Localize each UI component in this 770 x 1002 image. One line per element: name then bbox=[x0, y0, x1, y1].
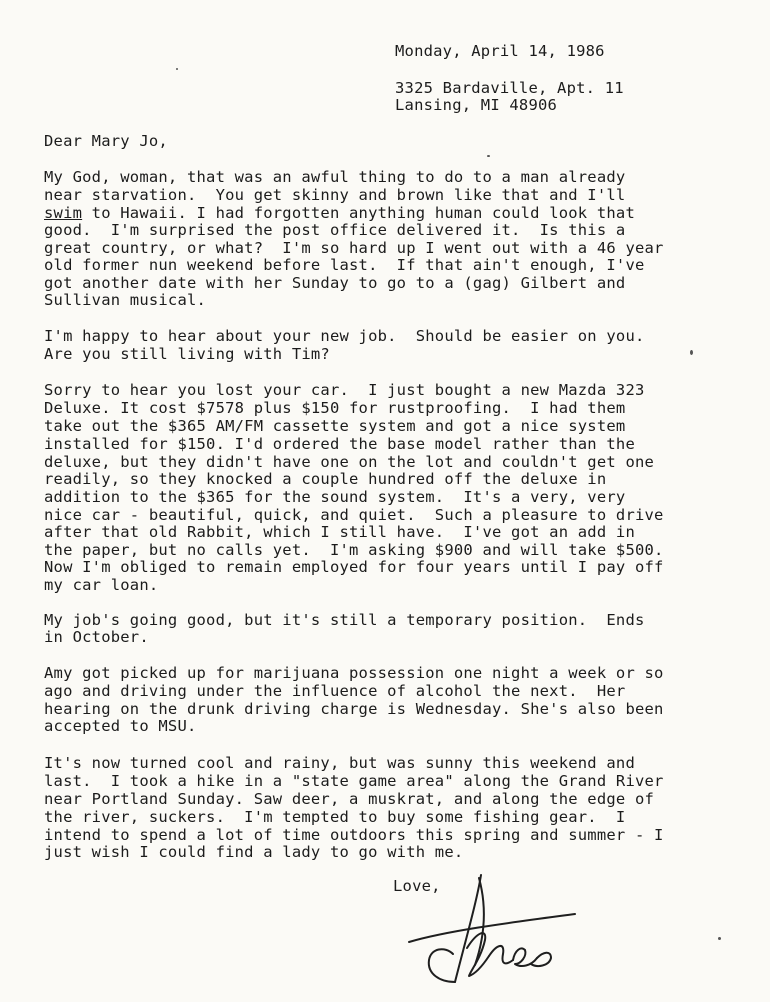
salutation: Dear Mary Jo, bbox=[44, 132, 168, 150]
paper-speck bbox=[176, 68, 178, 70]
paragraph-line: Sullivan musical. bbox=[44, 291, 207, 309]
paragraph-line: my car loan. bbox=[44, 576, 159, 594]
paragraph-line: Now I'm obliged to remain employed for four years until I pay off bbox=[44, 558, 664, 576]
paragraph-line: hearing on the drunk driving charge is Wednesday. She's also been bbox=[44, 700, 664, 718]
sender-address-line1: 3325 Bardaville, Apt. 11 bbox=[395, 79, 624, 97]
paragraph-line: the river, suckers. I'm tempted to buy some fishing gear. I bbox=[44, 808, 626, 826]
paragraph-line: intend to spend a lot of time outdoors this spring and summer - I bbox=[44, 826, 664, 844]
paragraph-line: last. I took a hike in a "state game area" along the Grand River bbox=[44, 772, 664, 790]
paragraph-line: deluxe, but they didn't have one on the lot and couldn't get one bbox=[44, 453, 655, 471]
paragraph-line: great country, or what? I'm so hard up I went out with a 46 year bbox=[44, 239, 664, 257]
handwritten-signature bbox=[405, 870, 605, 990]
paragraph-line: after that old Rabbit, which I still have. I've got an add in bbox=[44, 523, 635, 541]
paragraph-line: I'm happy to hear about your new job. Should be easier on you. bbox=[44, 327, 645, 345]
closing: Love, bbox=[393, 877, 441, 895]
paragraph-line: nice car - beautiful, quick, and quiet. Such a pleasure to drive bbox=[44, 506, 664, 524]
paragraph-line: the paper, but no calls yet. I'm asking $900 and will take $500. bbox=[44, 541, 664, 559]
paragraph-line: addition to the $365 for the sound system. It's a very, very bbox=[44, 488, 626, 506]
letter-date: Monday, April 14, 1986 bbox=[395, 42, 605, 60]
paragraph-line: Are you still living with Tim? bbox=[44, 345, 330, 363]
paragraph-line: My job's going good, but it's still a temporary position. Ends bbox=[44, 611, 645, 629]
paragraph-line: in October. bbox=[44, 628, 149, 646]
paragraph-line-rest: to Hawaii. I had forgotten anything human could look that bbox=[82, 204, 635, 222]
paragraph-line: just wish I could find a lady to go with me. bbox=[44, 843, 464, 861]
paragraph-line: ago and driving under the influence of alcohol the next. Her bbox=[44, 682, 626, 700]
sender-address-line2: Lansing, MI 48906 bbox=[395, 96, 558, 114]
paragraph-line: It's now turned cool and rainy, but was sunny this weekend and bbox=[44, 754, 635, 772]
paragraph-line: good. I'm surprised the post office delivered it. Is this a bbox=[44, 221, 626, 239]
paragraph-line: My God, woman, that was an awful thing to do to a man already bbox=[44, 168, 626, 186]
paper-speck bbox=[487, 155, 490, 157]
paragraph-line: installed for $150. I'd ordered the base model rather than the bbox=[44, 435, 635, 453]
paragraph-line: old former nun weekend before last. If that ain't enough, I've bbox=[44, 256, 645, 274]
paragraph-line: accepted to MSU. bbox=[44, 717, 197, 735]
paragraph-line: near starvation. You get skinny and brown like that and I'll bbox=[44, 186, 626, 204]
paragraph-line: got another date with her Sunday to go to a (gag) Gilbert and bbox=[44, 274, 626, 292]
paragraph-line: Amy got picked up for marijuana possession one night a week or so bbox=[44, 664, 664, 682]
paper-speck bbox=[690, 350, 693, 355]
paragraph-line bbox=[44, 204, 635, 222]
paragraph-line: near Portland Sunday. Saw deer, a muskrat, and along the edge of bbox=[44, 790, 655, 808]
paper-speck bbox=[718, 937, 721, 940]
paragraph-line: take out the $365 AM/FM cassette system and got a nice system bbox=[44, 417, 626, 435]
underlined-word: swim bbox=[44, 204, 83, 222]
paragraph-line: Deluxe. It cost $7578 plus $150 for rustproofing. I had them bbox=[44, 399, 626, 417]
paragraph-line: readily, so they knocked a couple hundred off the deluxe in bbox=[44, 470, 607, 488]
paragraph-line: Sorry to hear you lost your car. I just bought a new Mazda 323 bbox=[44, 381, 645, 399]
